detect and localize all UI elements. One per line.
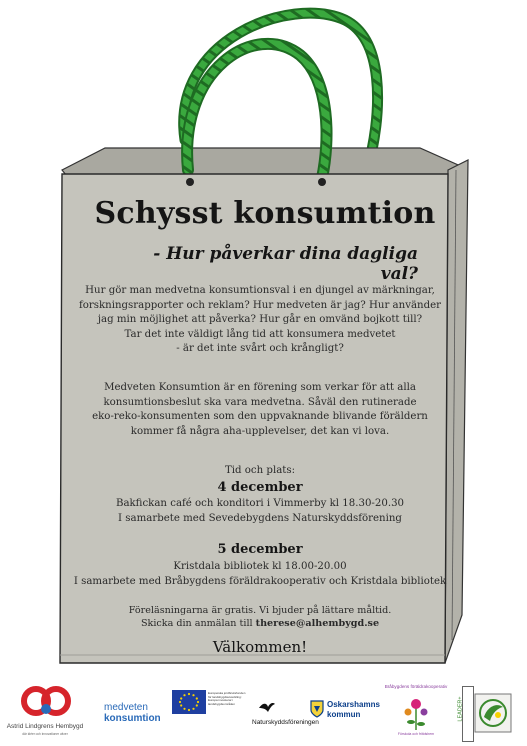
eu-flag-icon [172, 690, 206, 714]
intro-line: Tar det inte väldigt lång tid att konsumera medvetet [124, 328, 396, 340]
eu-caption: Europeiska jordbruksfonden för landsbygdsutveckling: Europa investerar i landsbygdsområden [208, 691, 246, 706]
intro-line: forskningsrapporter och reklam? Hur medveten är jag? Hur använder [78, 299, 442, 311]
leader-logo [457, 686, 512, 740]
intro-line: Hur gör man medvetna konsumtionsval i en djungel av märkningar, [85, 285, 435, 296]
about-line: kommer få några aha-upplevelser, det kan vi lova. [130, 425, 390, 437]
about-line: eko-reko-konsumenten som den uppvaknande blivande föräldern [92, 411, 428, 423]
astrid-lindgrens-hembygd-logo [6, 683, 84, 741]
intro-line: - är det inte svårt och krångligt? [176, 343, 344, 355]
leader-text: LEADER+ [457, 696, 464, 722]
about-paragraph [70, 381, 450, 439]
brabygden-title: Bråbygdens föräldrakooperativ [384, 684, 448, 689]
event-place: Kristdala bibliotek kl 18.00-20.00 [173, 561, 347, 572]
signup-line [70, 617, 450, 630]
event-date: 5 december [217, 542, 303, 557]
event-date: 4 december [217, 480, 303, 495]
intro-paragraph [70, 284, 450, 357]
oskarshamns-kommun-logo [310, 698, 382, 732]
signup-email-link[interactable]: therese@alhembygd.se [255, 618, 380, 629]
oskarshamn-line2: kommun [327, 710, 361, 719]
eu-flag-logo [172, 690, 248, 732]
medveten-konsumtion-logo [104, 702, 162, 730]
coat-of-arms-icon [310, 700, 324, 718]
leader-emblem-icon [474, 693, 512, 733]
time-place-label: Tid och plats: [224, 465, 296, 476]
konsumtion-word: konsumtion [104, 713, 161, 724]
medveten-word: medveten [104, 702, 148, 713]
about-line: konsumtionsbeslut ska vara medvetna. Såväl den rutinerade [103, 396, 417, 408]
registration-note [70, 604, 450, 630]
event-partner: I samarbete med Sevedebygdens Naturskyddsförening [118, 513, 402, 524]
astrid-tagline: där idéer och innovationer växer [22, 732, 68, 736]
bird-icon [258, 701, 276, 715]
poster-title: Schysst konsumtion [94, 196, 436, 231]
event-place: Bakfickan café och konditori i Vimmerby kl 18.30-20.30 [115, 498, 405, 509]
about-line: Medveten Konsumtion är en förening som verkar för att alla [104, 382, 416, 393]
event-partner: I samarbete med Bråbygdens föräldrakooperativ och Kristdala bibliotek [73, 576, 447, 587]
signup-prefix: Skicka din anmälan till [140, 618, 256, 629]
astrid-logo-mark-icon [6, 683, 84, 723]
intro-line: jag min möjlighet att påverka? Hur går en omvänd bojkott till? [97, 314, 423, 326]
brabygden-sub: Förskola och fritidshem [397, 732, 435, 736]
free-lecture-note: Föreläsningarna är gratis. Vi bjuder på lättare måltid. [128, 605, 392, 616]
leader-band [462, 686, 474, 742]
oskarshamn-line1: Oskarshamns [327, 700, 380, 709]
naturskydd-name: Naturskyddsföreningen [252, 719, 319, 726]
poster-subtitle: - Hur påverkar dina dagliga val? [153, 244, 418, 284]
welcome-text: Välkommen! [212, 638, 308, 656]
astrid-name: Astrid Lindgrens Hembygd [6, 723, 84, 730]
brabygden-logo [384, 682, 448, 742]
